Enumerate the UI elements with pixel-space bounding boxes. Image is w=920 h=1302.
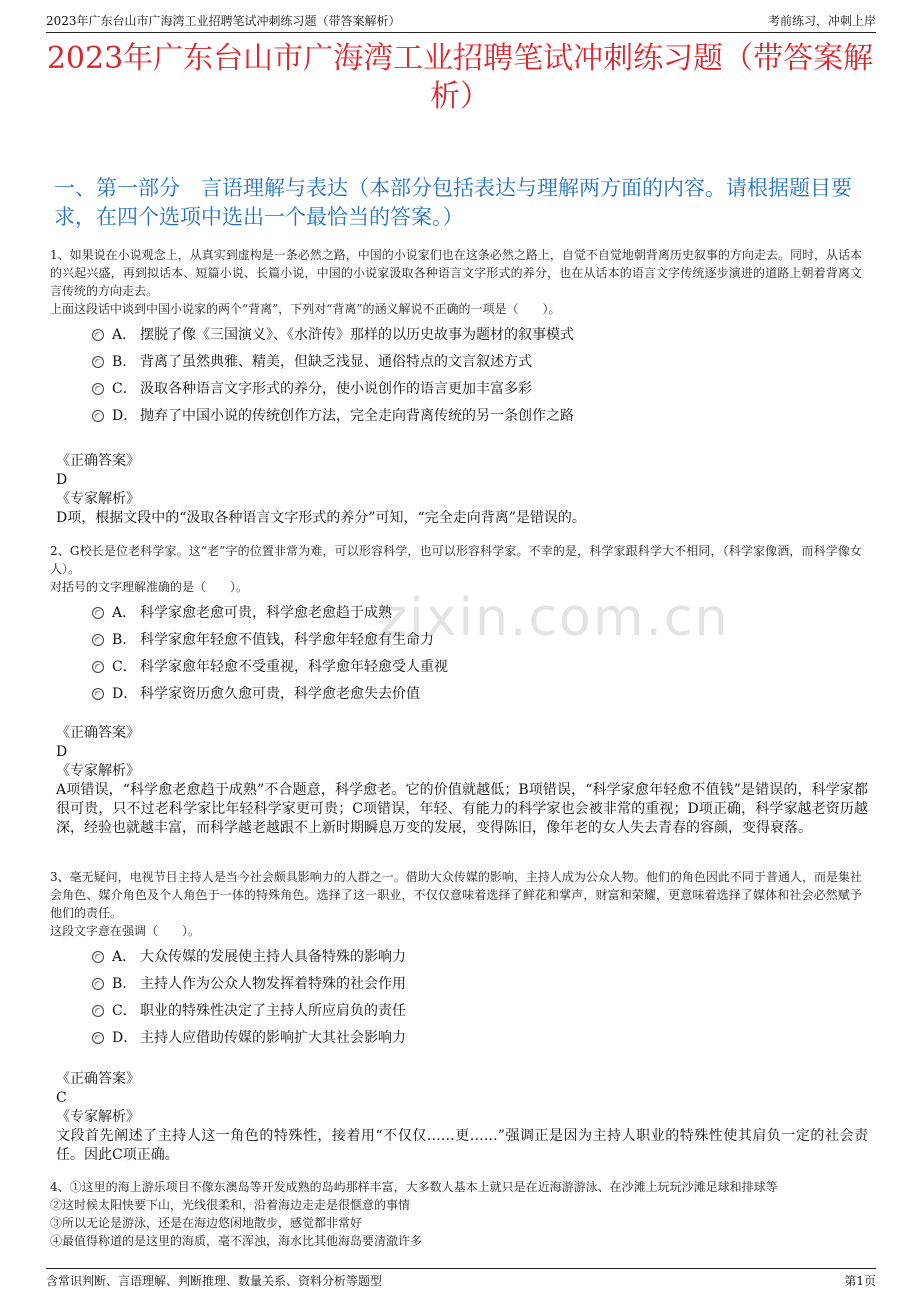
page-number: 第1页: [844, 1274, 876, 1288]
option-d[interactable]: [92, 1025, 862, 1052]
option-d[interactable]: [92, 681, 862, 708]
radio-icon[interactable]: [92, 634, 104, 646]
option-a[interactable]: [92, 322, 862, 349]
option-text: 摆脱了像《三国演义》、《水浒传》那样的以历史故事为题材的叙事模式: [140, 327, 574, 343]
option-text: 抛弃了中国小说的传统创作方法，完全走向背离传统的另一条创作之路: [140, 408, 574, 424]
option-letter: A．: [112, 949, 137, 965]
option-letter: A．: [112, 327, 137, 343]
option-letter: B．: [112, 632, 137, 648]
question-stem: 上面这段话中谈到中国小说家的两个“背离”，下列对“背离”的涵义解说不正确的一项是（ ）。: [50, 302, 561, 316]
option-letter: C．: [112, 381, 137, 397]
footer-topics: 含常识判断、言语理解、判断推理、数量关系、资料分析等题型: [46, 1274, 383, 1288]
radio-icon[interactable]: [92, 383, 104, 395]
answer-label: 《正确答案》: [56, 453, 140, 469]
option-letter: C．: [112, 659, 137, 675]
header-doc-title: 2023年广东台山市广海湾工业招聘笔试冲刺练习题（带答案解析）: [46, 14, 401, 28]
question-1: [50, 246, 862, 430]
page-footer: [46, 1268, 876, 1289]
watermark: zixin.com.cn: [380, 588, 730, 648]
radio-icon[interactable]: [92, 329, 104, 341]
explain-label: 《专家解析》: [56, 763, 140, 779]
option-letter: D．: [112, 686, 138, 702]
answer-3: [56, 1070, 868, 1165]
radio-icon[interactable]: [92, 607, 104, 619]
option-letter: D．: [112, 1030, 138, 1046]
option-b[interactable]: [92, 349, 862, 376]
option-text: 大众传媒的发展使主持人具备特殊的影响力: [140, 949, 406, 965]
option-text: 科学家愈年轻愈不受重视，科学愈年轻愈受人重视: [140, 659, 448, 675]
option-text: 主持人应借助传媒的影响扩大其社会影响力: [140, 1030, 406, 1046]
option-b[interactable]: [92, 971, 862, 998]
sentence-4: ④最值得称道的是这里的海质，毫不浑浊，海水比其他海岛要清澈许多: [50, 1234, 423, 1248]
explain-text: A项错误，“科学愈老愈趋于成熟”不合题意，科学愈老。它的价值就越低；B项错误，“科学家愈年轻愈不值钱”是错误的，科学家都很可贵，只不过老科学家比年轻科学家更可贵；C项错误，年轻、有能力的科学家也会被非常的重视；D项正确，科学家越老资历越深，经验也就越丰富，而科学越老越跟不上新时期瞬息万变的发展，变得陈旧，像年老的女人失去青春的容颜，变得衰落。: [56, 782, 868, 836]
option-text: 科学家资历愈久愈可贵，科学愈老愈失去价值: [140, 686, 420, 702]
question-stem: 这段文字意在强调（ ）。: [50, 924, 201, 938]
option-letter: B．: [112, 354, 137, 370]
option-a[interactable]: [92, 600, 862, 627]
answer-label: 《正确答案》: [56, 725, 140, 741]
question-stem: 对括号的文字理解准确的是（ ）。: [50, 580, 249, 594]
option-letter: B．: [112, 976, 137, 992]
question-3: [50, 868, 862, 1052]
explain-text: D项，根据文段中的“汲取各种语言文字形式的养分”可知，“完全走向背离”是错误的。: [56, 510, 586, 526]
option-d[interactable]: [92, 403, 862, 430]
question-text: 2、G校长是位老科学家。这“老”字的位置非常为难，可以形容科学，也可以形容科学家。不幸的是，科学家跟科学大不相同，（科学家像酒，而科学像女人）。: [50, 544, 862, 576]
option-c[interactable]: [92, 376, 862, 403]
option-text: 汲取各种语言文字形式的养分，使小说创作的语言更加丰富多彩: [140, 381, 532, 397]
sentence-1: 4、①这里的海上游乐项目不像东澳岛等开发成熟的岛屿那样丰富，大多数人基本上就只是在近海游游泳、在沙滩上玩玩沙滩足球和排球等: [50, 1180, 778, 1194]
explain-label: 《专家解析》: [56, 1109, 140, 1125]
sentence-3: ③所以无论是游泳，还是在海边悠闲地散步，感觉都非常好: [50, 1216, 363, 1230]
option-c[interactable]: [92, 654, 862, 681]
sentence-2: ②这时候太阳快要下山，光线很柔和，沿着海边走走是很惬意的事情: [50, 1198, 411, 1212]
option-letter: C．: [112, 1003, 137, 1019]
option-c[interactable]: [92, 998, 862, 1025]
section-heading: 一、第一部分 言语理解与表达（本部分包括表达与理解两方面的内容。请根据题目要求，在四个选项中选出一个最恰当的答案。）: [54, 176, 852, 229]
radio-icon[interactable]: [92, 951, 104, 963]
radio-icon[interactable]: [92, 978, 104, 990]
option-b[interactable]: [92, 627, 862, 654]
option-a[interactable]: [92, 944, 862, 971]
answer-value: D: [56, 472, 68, 488]
option-text: 主持人作为公众人物发挥着特殊的社会作用: [140, 976, 406, 992]
option-text: 科学家愈年轻愈不值钱，科学愈年轻愈有生命力: [140, 632, 434, 648]
explain-text: 文段首先阐述了主持人这一角色的特殊性，接着用“不仅仅……更……”强调正是因为主持人职业的特殊性使其肩负一定的社会责任。因此C项正确。: [56, 1128, 868, 1163]
option-text: 科学家愈老愈可贵，科学愈老愈趋于成熟: [140, 605, 392, 621]
answer-2: [56, 724, 868, 838]
answer-1: [56, 452, 868, 528]
option-letter: D．: [112, 408, 138, 424]
explain-label: 《专家解析》: [56, 491, 140, 507]
header-slogan: 考前练习，冲刺上岸: [767, 14, 876, 28]
options-list: [92, 600, 862, 708]
page-header: [46, 10, 876, 33]
options-list: [92, 322, 862, 430]
answer-value: C: [56, 1090, 67, 1106]
radio-icon[interactable]: [92, 1032, 104, 1044]
document-title: 2023年广东台山市广海湾工业招聘笔试冲刺练习题（带答案解析）: [46, 41, 874, 114]
answer-label: 《正确答案》: [56, 1071, 140, 1087]
radio-icon[interactable]: [92, 661, 104, 673]
option-text: 职业的特殊性决定了主持人所应肩负的责任: [140, 1003, 406, 1019]
option-text: 背离了虽然典雅、精美，但缺乏浅显、通俗特点的文言叙述方式: [140, 354, 532, 370]
radio-icon[interactable]: [92, 356, 104, 368]
radio-icon[interactable]: [92, 410, 104, 422]
radio-icon[interactable]: [92, 1005, 104, 1017]
question-4: [50, 1178, 862, 1250]
radio-icon[interactable]: [92, 688, 104, 700]
option-letter: A．: [112, 605, 137, 621]
options-list: [92, 944, 862, 1052]
question-text: 3、毫无疑问，电视节目主持人是当今社会颇具影响力的人群之一。借助大众传媒的影响，主持人成为公众人物。他们的角色因此不同于普通人，而是集社会角色、媒介角色及个人角色于一体的特殊角色。选择了这一职业，不仅仅意味着选择了鲜花和掌声，财富和荣耀，更意味着选择了媒体和社会必然赋予他们的责任。: [50, 870, 862, 920]
answer-value: D: [56, 744, 68, 760]
question-text: 1、如果说在小说观念上，从真实到虚构是一条必然之路，中国的小说家们也在这条必然之路上，自觉不自觉地朝背离历史叙事的方向走去。同时，从话本的兴起兴盛，再到拟话本、短篇小说、长篇小说，中国的小说家汲取各种语言文字形式的养分，也在从话本的语言文字传统逐步演进的道路上朝着背离文言传统的方向走去。: [50, 248, 862, 298]
question-2: [50, 542, 862, 708]
